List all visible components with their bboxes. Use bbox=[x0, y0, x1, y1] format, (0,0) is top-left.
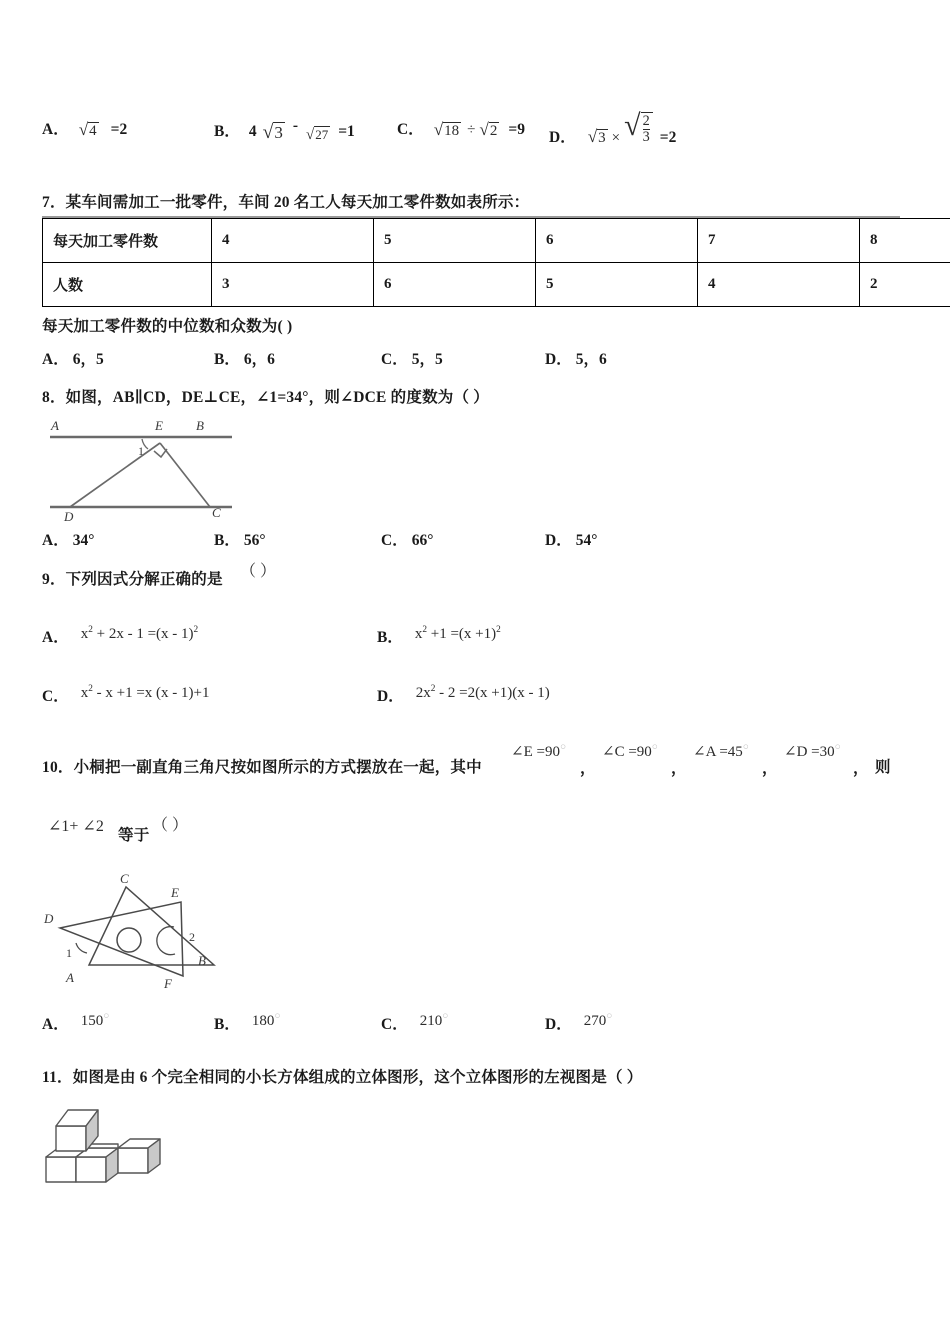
radical-sign: √ bbox=[306, 127, 315, 143]
cube-back-sliver bbox=[88, 1144, 118, 1148]
degree-symbol-icon: ○ bbox=[834, 741, 841, 753]
cube-front-face bbox=[76, 1157, 106, 1182]
degree-symbol-icon: ○ bbox=[742, 741, 749, 753]
q9-option-d bbox=[377, 684, 550, 706]
q6-option-d-letter: D． bbox=[549, 128, 576, 146]
q9-stem-paren: （ ） bbox=[240, 563, 277, 580]
q6-d-times: × bbox=[611, 129, 621, 146]
degree-symbol-icon: ○ bbox=[103, 1010, 110, 1022]
q10-option-d bbox=[545, 1012, 612, 1034]
q10-stem-tail: 则 bbox=[875, 759, 891, 776]
q10-angle-0-text: ∠E =90 bbox=[511, 744, 560, 760]
q10-angle-2-sep: ， bbox=[762, 760, 778, 777]
q9-b-lhs-exponent: 2 bbox=[422, 625, 427, 635]
q7-row2-cell-1: 6 bbox=[374, 263, 536, 307]
q6-option-d bbox=[549, 108, 677, 147]
q9-a-rest: + 2x - 1 =(x - 1) bbox=[92, 626, 194, 642]
q7-option-c-text: 5，5 bbox=[411, 351, 443, 368]
q7-option-d-text: 5，6 bbox=[575, 351, 607, 368]
q7-row1-cell-2: 6 bbox=[536, 219, 698, 263]
q9-b-rest: +1 =(x +1) bbox=[427, 626, 497, 642]
q7-data-table bbox=[42, 218, 950, 307]
q9-c-lhs-exponent: 2 bbox=[88, 684, 93, 694]
q9-a-rhs-exponent: 2 bbox=[193, 625, 199, 635]
radical-sign: √ bbox=[624, 108, 641, 142]
q10-label-d: D bbox=[44, 911, 54, 926]
q9-a-lhs-exponent: 2 bbox=[88, 625, 93, 635]
q6-a-radicand: 4 bbox=[89, 122, 97, 139]
q9-d-rest: - 2 =2(x +1)(x - 1) bbox=[435, 685, 550, 701]
q10-angle-0-sep: ， bbox=[580, 760, 596, 777]
q10-option-d-text: 270 bbox=[583, 1013, 607, 1029]
q10-option-b-letter: B． bbox=[214, 1016, 240, 1033]
q10-angle-1-text: ∠C =90 bbox=[602, 744, 652, 760]
q9-c-rest: - x +1 =x (x - 1)+1 bbox=[92, 685, 210, 701]
circle-marker bbox=[117, 928, 141, 952]
q7-row2-cell-0: 3 bbox=[212, 263, 374, 307]
q6-c-rhs: =9 bbox=[508, 121, 525, 138]
q8-figure bbox=[42, 412, 242, 522]
q8-option-a bbox=[42, 528, 94, 550]
q8-label-d: D bbox=[64, 509, 74, 522]
q7-row1-cell-0: 4 bbox=[212, 219, 374, 263]
q8-option-b bbox=[214, 528, 266, 550]
q6-option-a bbox=[42, 117, 127, 140]
q10-figure-svg bbox=[42, 865, 272, 990]
q10-stem-part1: 10．小桐把一副直角三角尺按如图所示的方式摆放在一起，其中 bbox=[42, 759, 482, 776]
radical-sign: √ bbox=[78, 119, 89, 139]
q9-option-b-letter: B． bbox=[377, 629, 403, 646]
cube-front-face bbox=[56, 1126, 86, 1151]
table-row bbox=[43, 263, 950, 307]
q6-option-a-expression bbox=[79, 121, 99, 140]
q10-angle-1 bbox=[602, 742, 658, 761]
cube-front-face bbox=[46, 1157, 76, 1182]
q6-b-minus: - bbox=[292, 117, 298, 134]
q8-label-b: B bbox=[196, 418, 204, 433]
q7-row2-cell-3: 4 bbox=[698, 263, 860, 307]
q6-b-radical-2 bbox=[306, 126, 330, 143]
segment-ec bbox=[160, 443, 210, 507]
q7-row1-cell-3: 7 bbox=[698, 219, 860, 263]
q10-angle-1-sep: ， bbox=[671, 760, 687, 777]
q6-c-radical-1 bbox=[434, 121, 461, 140]
q9-option-b bbox=[377, 625, 501, 647]
q9-option-a-letter: A． bbox=[42, 629, 69, 646]
q7-option-a-text: 6，5 bbox=[72, 351, 104, 368]
q7-option-b-text: 6，6 bbox=[243, 351, 275, 368]
angle-1-arc bbox=[76, 943, 87, 953]
q10-line2-paren: （ ） bbox=[152, 817, 189, 834]
radical-sign: √ bbox=[433, 119, 444, 139]
q8-option-b-letter: B． bbox=[214, 532, 240, 549]
triangle-abc bbox=[89, 887, 214, 965]
radical-sign: √ bbox=[479, 119, 489, 139]
q10-label-b: B bbox=[198, 953, 206, 968]
q6-d-radicand-1: 3 bbox=[598, 129, 606, 146]
q9-b-rhs-exponent: 2 bbox=[496, 625, 501, 635]
q6-d-fraction bbox=[641, 112, 653, 145]
q10-option-d-letter: D． bbox=[545, 1016, 572, 1033]
q10-option-c-letter: C． bbox=[381, 1016, 408, 1033]
degree-symbol-icon: ○ bbox=[274, 1010, 281, 1022]
q6-c-radicand-2: 2 bbox=[489, 122, 498, 139]
q7-option-b-letter: B． bbox=[214, 351, 240, 368]
q8-figure-svg bbox=[42, 412, 242, 522]
segment-de bbox=[70, 443, 160, 507]
q7-option-d-letter: D． bbox=[545, 351, 572, 368]
q9-option-b-expression bbox=[415, 626, 501, 642]
q10-angle-3 bbox=[784, 742, 841, 761]
q8-option-c bbox=[381, 528, 433, 550]
q6-a-rhs: =2 bbox=[110, 121, 128, 138]
q8-option-a-letter: A． bbox=[42, 532, 69, 549]
q6-b-radical-1 bbox=[263, 122, 285, 143]
q10-option-c-text: 210 bbox=[419, 1013, 443, 1029]
q7-row1-header: 每天加工零件数 bbox=[43, 219, 212, 263]
q10-option-a-letter: A． bbox=[42, 1016, 69, 1033]
q10-label-angle-2: 2 bbox=[189, 930, 195, 944]
q6-d-radical-1 bbox=[588, 128, 608, 147]
q7-row2-cell-4: 2 bbox=[860, 263, 950, 307]
q10-label-c: C bbox=[120, 871, 129, 886]
degree-symbol-icon: ○ bbox=[606, 1010, 613, 1022]
q11-stem: 11．如图是由 6 个完全相同的小长方体组成的立体图形，这个立体图形的左视图是（ ） bbox=[42, 1069, 643, 1086]
degree-symbol-icon: ○ bbox=[559, 741, 566, 753]
fraction-denominator: 3 bbox=[642, 128, 650, 145]
q8-label-angle-1: 1 bbox=[138, 444, 144, 458]
q8-option-d-text: 54° bbox=[575, 532, 598, 549]
q10-angle-2-text: ∠A =45 bbox=[693, 744, 743, 760]
q6-b-rhs: =1 bbox=[338, 123, 355, 140]
q9-stem: 9．下列因式分解正确的是 bbox=[42, 571, 223, 588]
q6-option-b-letter: B． bbox=[214, 123, 240, 140]
q9-option-d-letter: D． bbox=[377, 688, 404, 705]
q9-option-c-expression bbox=[81, 685, 210, 701]
q10-option-c bbox=[381, 1012, 448, 1034]
q10-label-f: F bbox=[164, 976, 172, 990]
q6-option-b bbox=[214, 117, 355, 143]
cube-front-face bbox=[118, 1148, 148, 1173]
q7-row2-cell-2: 5 bbox=[536, 263, 698, 307]
q10-option-a bbox=[42, 1012, 109, 1034]
q7-option-c bbox=[381, 347, 443, 369]
q6-b-coefficient: 4 bbox=[248, 123, 257, 140]
q6-c-divide: ÷ bbox=[467, 122, 476, 138]
radical-sign: √ bbox=[587, 126, 598, 146]
q6-option-c bbox=[397, 117, 525, 140]
q10-option-a-text: 150 bbox=[80, 1013, 104, 1029]
q10-angle-2 bbox=[693, 742, 749, 761]
q7-option-b bbox=[214, 347, 275, 369]
q7-subquestion: 每天加工零件数的中位数和众数为( ) bbox=[42, 318, 293, 335]
q10-angle-3-text: ∠D =30 bbox=[784, 744, 835, 760]
q6-c-radicand-1: 18 bbox=[444, 122, 460, 139]
fraction bbox=[642, 114, 651, 145]
q7-option-d bbox=[545, 347, 607, 369]
q7-option-a-letter: A． bbox=[42, 351, 69, 368]
q7-row1-cell-4: 8 bbox=[860, 219, 950, 263]
q6-option-c-letter: C． bbox=[397, 121, 424, 138]
q10-label-a: A bbox=[66, 970, 74, 985]
q10-option-b-text: 180 bbox=[251, 1013, 275, 1029]
q9-option-d-expression bbox=[416, 685, 550, 701]
q10-label-e: E bbox=[171, 885, 179, 900]
q10-label-angle-1: 1 bbox=[66, 946, 72, 960]
q9-option-a bbox=[42, 625, 198, 647]
q6-b-radicand-1: 3 bbox=[274, 122, 283, 142]
q11-figure-svg bbox=[42, 1100, 202, 1195]
q7-row2-header: 人数 bbox=[43, 263, 212, 307]
q6-b-radicand-2: 27 bbox=[315, 127, 329, 142]
q8-option-d bbox=[545, 528, 597, 550]
table-row bbox=[43, 219, 950, 263]
q10-line2-text: 等于 bbox=[118, 827, 150, 844]
q6-d-radical-2 bbox=[624, 108, 653, 145]
q9-option-c bbox=[42, 684, 209, 706]
q9-a-lhs: x bbox=[80, 626, 89, 642]
q10-option-b bbox=[214, 1012, 280, 1034]
q10-angle-0 bbox=[511, 742, 566, 761]
q8-option-b-text: 56° bbox=[243, 532, 266, 549]
radical-sign: √ bbox=[262, 121, 274, 143]
q7-stem: 7．某车间需加工一批零件，车间 20 名工人每天加工零件数如表所示： bbox=[42, 194, 530, 211]
q9-option-c-letter: C． bbox=[42, 688, 69, 705]
q8-label-c: C bbox=[212, 505, 221, 520]
q8-label-a: A bbox=[51, 418, 59, 433]
q9-option-a-expression bbox=[81, 626, 198, 642]
q8-option-d-letter: D． bbox=[545, 532, 572, 549]
q9-b-lhs: x bbox=[414, 626, 423, 642]
q6-option-a-letter: A． bbox=[42, 121, 69, 138]
q10-angle-3-sep: ， bbox=[853, 760, 869, 777]
q7-option-a bbox=[42, 347, 104, 369]
q8-label-e: E bbox=[155, 418, 163, 433]
degree-symbol-icon: ○ bbox=[442, 1010, 449, 1022]
q8-option-a-text: 34° bbox=[72, 532, 95, 549]
fraction-numerator: 2 bbox=[642, 113, 650, 129]
q10-line2-expression: ∠1+ ∠2 bbox=[48, 818, 104, 835]
q7-option-c-letter: C． bbox=[381, 351, 408, 368]
q11-figure bbox=[42, 1100, 202, 1195]
q10-figure bbox=[42, 865, 272, 990]
degree-symbol-icon: ○ bbox=[651, 741, 658, 753]
q8-stem: 8．如图，AB∥CD，DE⊥CE，∠1=34°，则∠DCE 的度数为（ ） bbox=[42, 389, 489, 406]
angle-2-arc bbox=[157, 927, 175, 955]
q9-c-lhs: x bbox=[80, 685, 89, 701]
q7-row1-cell-1: 5 bbox=[374, 219, 536, 263]
q6-c-radical-2 bbox=[479, 121, 499, 140]
q8-option-c-text: 66° bbox=[411, 532, 434, 549]
q9-d-lhs: 2x bbox=[415, 685, 431, 701]
q8-option-c-letter: C． bbox=[381, 532, 408, 549]
q9-d-lhs-exponent: 2 bbox=[430, 684, 436, 694]
q6-d-rhs: =2 bbox=[659, 128, 677, 146]
